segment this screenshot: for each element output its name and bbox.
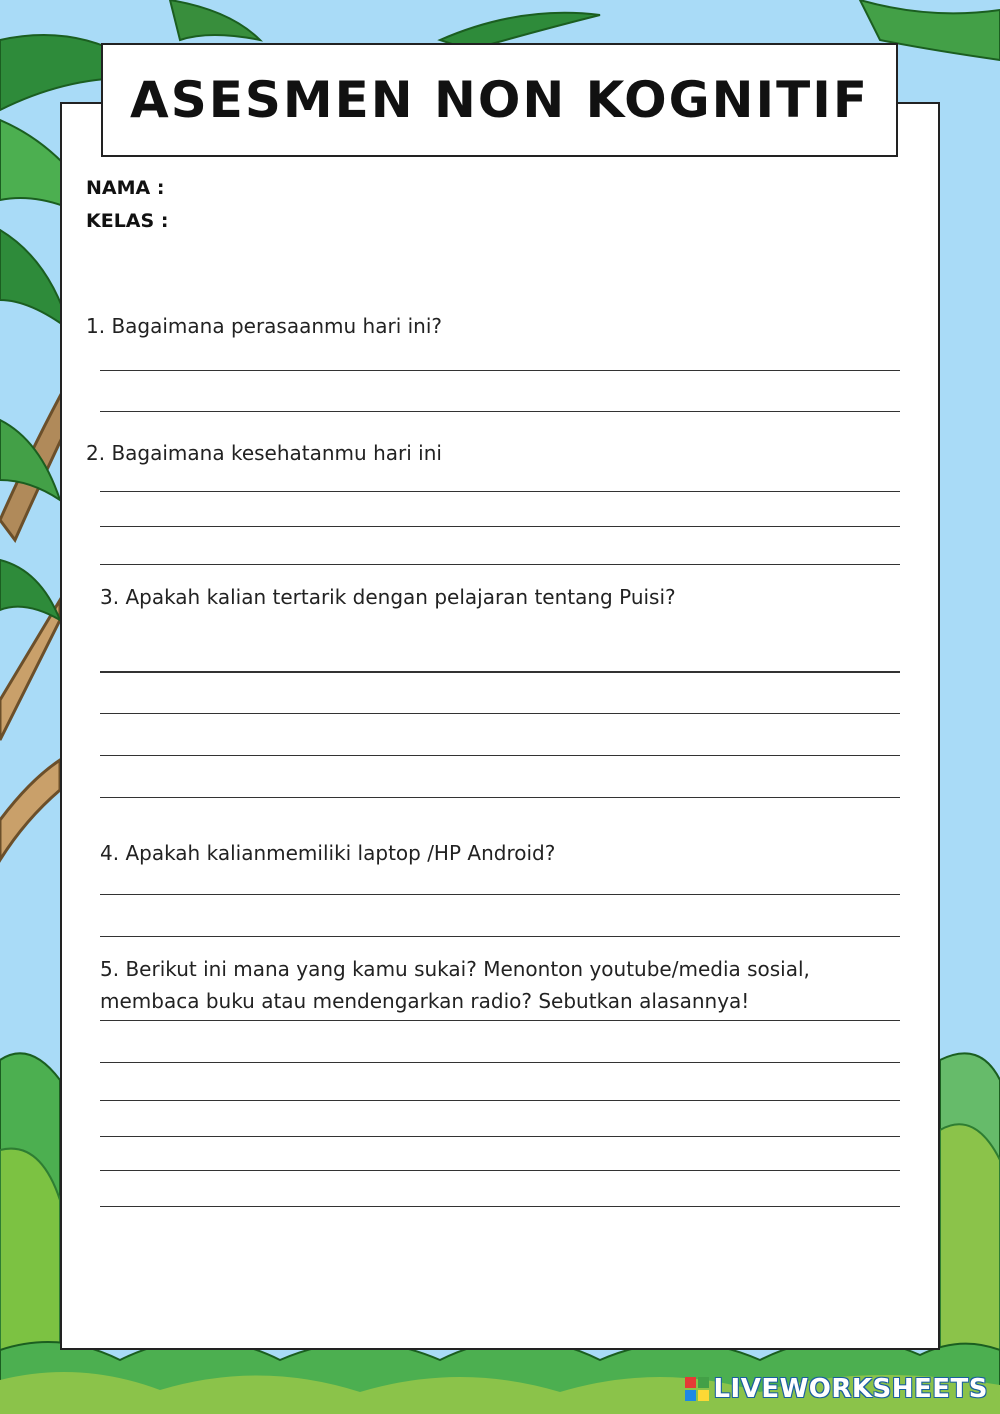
answer-line[interactable] — [100, 936, 900, 937]
answer-line[interactable] — [100, 894, 900, 895]
answer-line[interactable] — [100, 370, 900, 371]
brand-name: LIVEWORKSHEETS — [713, 1374, 988, 1404]
palm-leaf — [170, 0, 260, 40]
palm-leaf — [0, 560, 60, 620]
question-5-line-1: 5. Berikut ini mana yang kamu sukai? Menonton youtube/media sosial, — [100, 957, 810, 981]
page-title: ASESMEN NON KOGNITIF — [130, 71, 869, 129]
answer-line[interactable] — [100, 491, 900, 492]
palm-trunk-lower — [0, 600, 60, 740]
name-field-label: NAMA : — [86, 177, 165, 199]
worksheet-sheet — [60, 102, 940, 1350]
question-5-line-2: membaca buku atau mendengarkan radio? Sebutkan alasannya! — [100, 989, 750, 1013]
title-box — [101, 43, 898, 157]
question-3: 3. Apakah kalian tertarik dengan pelajaran tentang Puisi? — [100, 585, 676, 609]
answer-line[interactable] — [100, 564, 900, 565]
answer-line[interactable] — [100, 1100, 900, 1101]
answer-line[interactable] — [100, 1136, 900, 1137]
answer-line[interactable] — [100, 526, 900, 527]
answer-line[interactable] — [100, 1206, 900, 1207]
answer-line[interactable] — [100, 797, 900, 798]
question-1: 1. Bagaimana perasaanmu hari ini? — [86, 314, 443, 338]
answer-line[interactable] — [100, 671, 900, 673]
question-2: 2. Bagaimana kesehatanmu hari ini — [86, 441, 442, 465]
class-field-label: KELAS : — [86, 210, 169, 232]
answer-line[interactable] — [100, 755, 900, 756]
answer-line[interactable] — [100, 411, 900, 412]
palm-trunk-lower-2 — [0, 760, 60, 860]
answer-line[interactable] — [100, 1170, 900, 1171]
answer-line[interactable] — [100, 1020, 900, 1021]
question-4: 4. Apakah kalianmemiliki laptop /HP Android? — [100, 841, 556, 865]
liveworksheets-watermark[interactable] — [685, 1374, 988, 1404]
liveworksheets-logo-icon — [685, 1377, 709, 1401]
answer-line[interactable] — [100, 713, 900, 714]
answer-line[interactable] — [100, 1062, 900, 1063]
